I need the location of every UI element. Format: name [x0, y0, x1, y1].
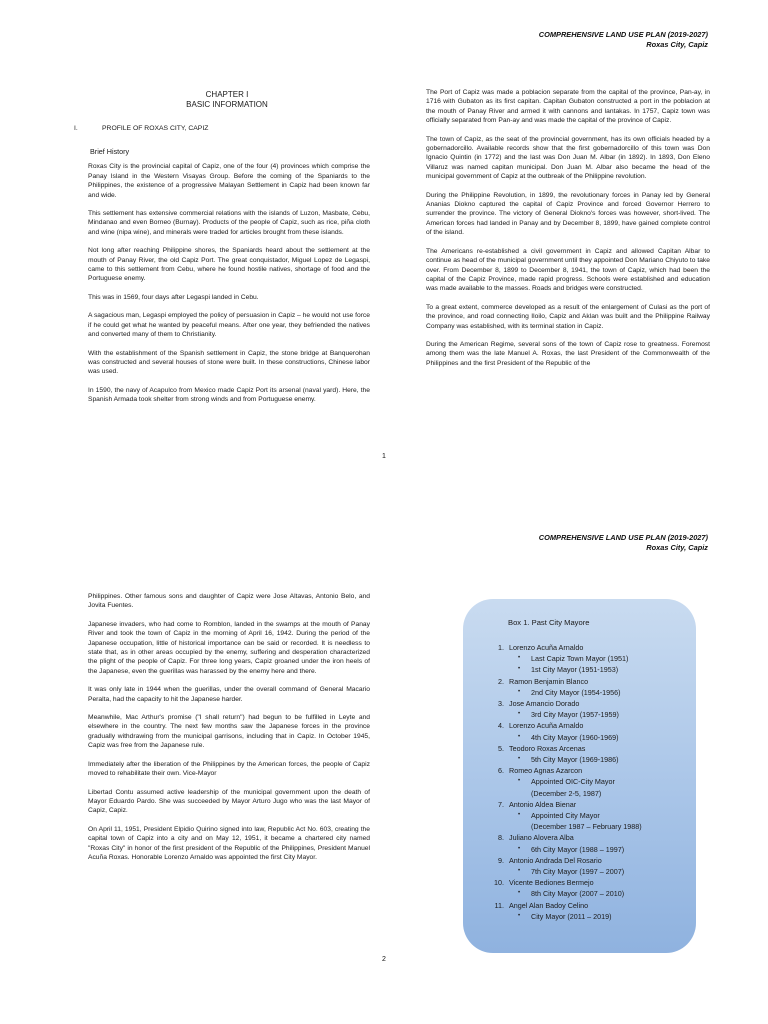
chapter-title: BASIC INFORMATION	[186, 100, 268, 109]
mayor-number: 10.	[494, 878, 504, 888]
mayor-term-detail	[488, 709, 688, 720]
paragraph: Libertad Contu assumed active leadership of the municipal government upon the death of Mayor Eduardo Pardo. She was succeeded by Mayor Arturo Jugo who was the last Mayor of Capiz, Capiz.	[88, 788, 370, 815]
paragraph: Roxas City is the provincial capital of Capiz, one of the four (4) provinces which comprise the Panay Island in the Western Visayas Group. Before the coming of the Spaniards to the Philippines, the existence of a progressive Malayan Settlement in Capiz had been known far and wide.	[88, 163, 370, 199]
mayor-number: 3.	[498, 699, 504, 709]
bullet-icon	[518, 821, 531, 832]
bullet-icon: •	[518, 868, 521, 875]
bullet-icon: •	[518, 756, 521, 763]
mayor-term-detail	[488, 732, 688, 743]
bullet-icon: •	[518, 812, 521, 819]
mayor-term-detail	[488, 687, 688, 698]
mayor-name: Teodoro Roxas Arcenas	[509, 743, 586, 753]
mayor-number: 4.	[498, 721, 504, 731]
mayor-term-detail	[488, 888, 688, 899]
mayor-name: Ramon Benjamin Blanco	[509, 676, 589, 686]
section-number: I.	[74, 125, 78, 132]
mayor-term-text: 2nd City Mayor (1954-1956)	[531, 687, 621, 697]
header-title: COMPREHENSIVE LAND USE PLAN (2019-2027)	[538, 30, 708, 39]
mayor-term-text: Appointed OIC-City Mayor	[531, 777, 615, 787]
bullet-icon: •	[518, 778, 521, 785]
header-subtitle: Roxas City, Capiz	[646, 543, 708, 552]
mayor-list-item	[488, 676, 688, 687]
mayor-term-text: (December 2-5, 1987)	[531, 788, 602, 798]
mayor-name: Jose Amancio Dorado	[509, 699, 580, 709]
mayor-term-detail	[488, 911, 688, 922]
mayor-list-item	[488, 743, 688, 754]
mayor-list-item	[488, 720, 688, 731]
paragraph: The Port of Capiz was made a poblacion separate from the capital of the province, Pan-ay, in 1716 with Gubaton as its first capitan. Capitan Gubaton constructed a port in the poblacion at the mouth of Panay River and armed it with cannons and lantakas. In 1757, Capiz town was officially separated from Pan-ay and was made the capital of the province of Capiz.	[426, 89, 710, 125]
mayor-number: 11.	[494, 900, 504, 910]
mayor-term-text: 8th City Mayor (2007 – 2010)	[531, 889, 625, 899]
bullet-icon: •	[518, 666, 521, 673]
mayor-name: Angel Alan Badoy Celino	[509, 900, 589, 910]
mayor-term-detail	[488, 653, 688, 664]
bullet-icon: •	[518, 711, 521, 718]
mayor-list	[488, 642, 688, 922]
mayor-number: 8.	[498, 833, 504, 843]
mayor-name: Vicente Bediones Bermejo	[509, 878, 594, 888]
mayor-term-detail	[488, 821, 688, 832]
past-city-mayors-box	[463, 599, 696, 953]
page2-header	[539, 533, 708, 553]
paragraph: In 1590, the navy of Acapulco from Mexico made Capiz Port its arsenal (naval yard). Here, the Spanish Armada took shelter from strong winds and from Portuguese enemy.	[88, 386, 370, 404]
bullet-icon: •	[518, 890, 521, 897]
mayor-term-detail	[488, 866, 688, 877]
paragraph: This settlement has extensive commercial relations with the islands of Luzon, Masbate, Cebu, Mindanao and even Borneo (Burnay). Products of the people of Capiz, such as rice, piña cloth and wine (nipa wine), and minerals were traded for articles brought from these islands.	[88, 210, 370, 236]
mayor-term-text: 6th City Mayor (1988 – 1997)	[531, 844, 625, 854]
mayor-name: Antonio Andrada Del Rosario	[509, 855, 602, 865]
mayor-name: Romeo Agnas Azarcon	[509, 766, 583, 776]
mayor-list-item	[488, 855, 688, 866]
paragraph: Not long after reaching Philippine shores, the Spaniards heard about the settlement at the mouth of Panay River, the old Capiz Port. The great conquistador, Miguel Lopez de Legaspi, came to this settlement from Cebu, where he found hostile natives, shortage of food and the Portuguese enemy.	[88, 247, 370, 283]
mayor-term-text: 4th City Mayor (1960-1969)	[531, 732, 619, 742]
mayor-term-text: Last Capiz Town Mayor (1951)	[531, 654, 629, 664]
page2-column	[88, 592, 370, 871]
page1-right-column	[426, 88, 710, 377]
paragraph: Meanwhile, Mac Arthur's promise ("I shall return") had begun to be fulfilled in Leyte and elsewhere in the country. The next few months saw the Japanese forces in the province gradually withdrawing from the municipal garrisons, including that in Capiz. In October 1945, Capiz was free from the Japanese rule.	[88, 714, 370, 750]
box-title: Box 1. Past City Mayore	[508, 618, 590, 627]
mayor-name: Lorenzo Acuña Arnaldo	[509, 643, 584, 652]
mayor-term-text: 7th City Mayor (1997 – 2007)	[531, 867, 625, 877]
chapter-heading: CHAPTER I	[205, 90, 249, 99]
paragraph: It was only late in 1944 when the guerillas, under the overall command of General Macario Peralta, had the capacity to hit the Japanese harder.	[88, 686, 370, 703]
section-heading	[74, 124, 370, 133]
mayor-term-text: 3rd City Mayor (1957-1959)	[531, 710, 619, 720]
mayor-term-text: (December 1987 – February 1988)	[531, 822, 642, 832]
paragraph: During the American Regime, several sons of the town of Capiz rose to greatness. Foremost among them was the late Manuel A. Roxas, the last President of the Commonwealth of the Philippines and the first President of the Republic of the	[426, 340, 710, 367]
paragraph: Immediately after the liberation of the Philippines by the American forces, the people of Capiz moved to rehabilitate their own. Vice-Mayor	[88, 760, 370, 778]
mayor-number: 2.	[498, 676, 504, 686]
paragraph: During the Philippine Revolution, in 1899, the revolutionary forces in Panay led by General Ananias Diokno captured the capital of Capiz Province and forced Governor Herrero to surrender the province. The victory of General Diokno's forces was however, short-lived. The American forces had landed in Panay and by December 8, 1899, have gained complete control of the island.	[426, 191, 710, 237]
bullet-icon: •	[518, 845, 521, 852]
paragraph: The Americans re-established a civil government in Capiz and allowed Capitan Albar to continue as head of the municipal government until they appointed Don Mariano Chiyuto to take over. From December 8, 1899 to December 8, 1941, the town of Capiz, which had been the capital of the Capiz Province, made rapid progress. Schools were established and education was made available to the masses. Roads and bridges were constructed.	[426, 247, 710, 293]
bullet-icon: •	[518, 733, 521, 740]
mayor-list-item	[488, 877, 688, 888]
mayor-term-text: 5th City Mayor (1969-1986)	[531, 755, 619, 765]
mayor-term-detail	[488, 776, 688, 787]
paragraph: Japanese invaders, who had come to Romblon, landed in the swamps at the mouth of Panay River and took the town of Capiz in the morning of April 16, 1942. During the period of the Japanese occupation, little of historical importance can be said or recorded. It is needless to state that, as in other areas occupied by the enemy, suffering and desperation characterized the plight of the people of Capiz. For three long years, Capiz groaned under the iron heels of the Japanese, even the guerillas was harassed by the enemy here and there.	[88, 620, 370, 675]
mayor-term-detail	[488, 754, 688, 765]
mayor-list-item	[488, 900, 688, 911]
paragraph: To a great extent, commerce developed as a result of the enlargement of Culasi as the port of the province, and road connecting Iloilo, Capiz and Aklan was built and the Philippine Railway Company was established, with its terminal station in Capiz.	[426, 303, 710, 330]
mayor-term-text: 1st City Mayor (1951-1953)	[531, 665, 619, 675]
mayor-number: 9.	[498, 855, 504, 865]
mayor-list-item	[488, 698, 688, 709]
mayor-number: 7.	[498, 799, 504, 809]
mayor-number: 1.	[498, 643, 504, 652]
mayor-term-text: Appointed City Mayor	[531, 811, 600, 821]
header-subtitle: Roxas City, Capiz	[646, 40, 708, 49]
mayor-term-detail	[488, 844, 688, 855]
mayor-list-item	[488, 642, 688, 653]
mayor-list-item	[488, 799, 688, 810]
paragraph: With the establishment of the Spanish settlement in Capiz, the stone bridge at Banquerohan was constructed and several houses of stone were built. In these constructions, Chinese labor was used.	[88, 349, 370, 376]
bullet-icon: •	[518, 912, 521, 919]
mayor-term-text: City Mayor (2011 – 2019)	[531, 911, 612, 921]
header-title: COMPREHENSIVE LAND USE PLAN (2019-2027)	[538, 533, 708, 542]
mayor-list-item	[488, 765, 688, 776]
paragraph: The town of Capiz, as the seat of the provincial government, has its own officials headed by a gobernadorcillo. Available records show that the first gobernadorcillo of this town was Don Ignacio Quintin (in 1772) and the last was Don Juan M. Albar (in 1892). In 1893, Don Eleno Villaruz was named capitan municipal. Don Juan M. Albar also became the head of the municipal government of Capiz at the outbreak of the Philippine revolution.	[426, 135, 710, 181]
paragraph: A sagacious man, Legaspi employed the policy of persuasion in Capiz – he would not use force if he could get what he wanted by peaceful means. After one year, they befriended the natives and converted many of them to Christianity.	[88, 312, 370, 339]
mayor-name: Antonio Aldea Bienar	[509, 799, 577, 809]
bullet-icon: •	[518, 655, 521, 662]
bullet-icon: •	[518, 688, 521, 695]
subheading-brief-history: Brief History	[90, 147, 130, 156]
page1-left-column	[74, 90, 370, 414]
page-number: 1	[382, 453, 386, 460]
mayor-term-detail	[488, 810, 688, 821]
mayor-name: Juliano Alovera Alba	[509, 833, 574, 843]
paragraph: This was in 1569, four days after Legaspi landed in Cebu.	[88, 293, 259, 301]
page-number: 2	[382, 956, 386, 963]
mayor-term-detail	[488, 788, 688, 799]
paragraph: On April 11, 1951, President Elpidio Quirino signed into law, Republic Act No. 603, creating the capital town of Capiz into a city and on May 12, 1951, it became a chartered city named "Roxas City" in honor of the first president of the Republic of the Philippines, President Manuel Acuña Roxas. Honorable Lorenzo Arnaldo was appointed the first City Mayor.	[88, 825, 370, 861]
paragraph: Philippines. Other famous sons and daughter of Capiz were Jose Altavas, Antonio Belo, and Jovita Fuentes.	[88, 593, 370, 610]
mayor-name: Lorenzo Acuña Arnaldo	[509, 721, 584, 731]
section-title: PROFILE OF ROXAS CITY, CAPIZ	[102, 125, 209, 132]
mayor-term-detail	[488, 664, 688, 675]
bullet-icon	[518, 788, 531, 799]
mayor-number: 5.	[498, 743, 504, 753]
mayor-list-item	[488, 832, 688, 843]
mayor-number: 6.	[498, 766, 504, 776]
page1-header	[539, 30, 708, 50]
